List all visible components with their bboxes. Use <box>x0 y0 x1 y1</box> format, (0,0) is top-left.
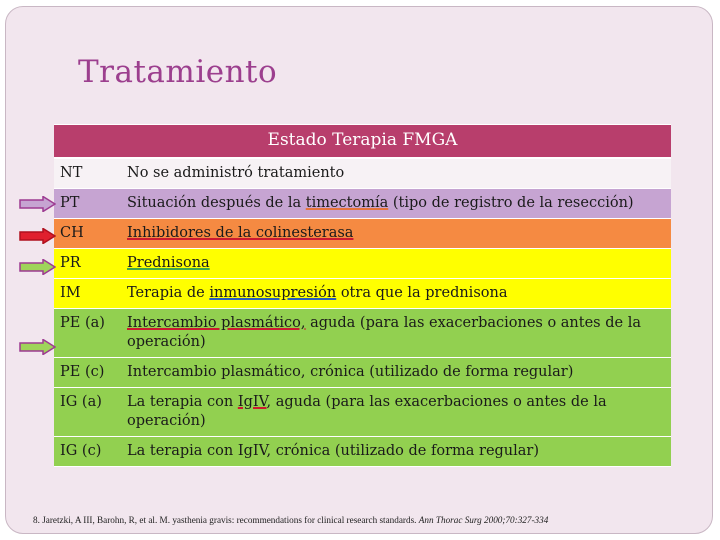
row-code: PE (c) <box>54 358 121 388</box>
table-row <box>54 309 671 358</box>
row-description <box>121 279 671 309</box>
reference-text: 8. Jaretzki, A III, Barohn, R, et al. M. yasthenia gravis: recommendations for clinical research standards. <box>33 515 419 525</box>
row-code: PT <box>54 189 121 219</box>
underlined-term: IgIV <box>237 394 267 410</box>
arrow-right-icon <box>19 339 56 355</box>
row-description: No se administró tratamiento <box>121 158 671 189</box>
arrow-right-icon <box>19 196 56 212</box>
table-row <box>54 358 671 388</box>
row-code: IG (a) <box>54 388 121 437</box>
row-description: La terapia con IgIV, crónica (utilizado de forma regular) <box>121 437 671 467</box>
underlined-term: Prednisona <box>127 255 210 271</box>
row-description <box>121 388 671 437</box>
desc-text: aguda (para las exacerbaciones o antes de la operación) <box>127 315 641 350</box>
row-code: IG (c) <box>54 437 121 467</box>
row-code: NT <box>54 158 121 189</box>
row-description <box>121 249 671 279</box>
table-header-row <box>54 125 671 159</box>
row-description <box>121 219 671 249</box>
desc-text: Terapia de <box>127 285 210 301</box>
arrow-right-icon <box>19 259 56 275</box>
row-code: IM <box>54 279 121 309</box>
reference-citation <box>33 515 693 525</box>
row-description: Intercambio plasmático, crónica (utilizado de forma regular) <box>121 358 671 388</box>
table-row <box>54 279 671 309</box>
table-row <box>54 388 671 437</box>
underlined-term: Inhibidores de la colinesterasa <box>127 225 354 241</box>
reference-journal: Ann Thorac Surg 2000;70:327-334 <box>418 515 549 525</box>
table-row <box>54 158 671 189</box>
underlined-term: timectomía <box>305 195 389 211</box>
arrow-right-icon <box>19 228 56 244</box>
table-row <box>54 249 671 279</box>
row-description <box>121 189 671 219</box>
underlined-term: inmunosupresión <box>209 285 337 301</box>
therapy-table <box>54 124 671 467</box>
desc-text: Situación después de la <box>127 195 306 211</box>
desc-text: La terapia con <box>127 394 238 410</box>
table-row <box>54 189 671 219</box>
row-code: PR <box>54 249 121 279</box>
table-header: Estado Terapia FMGA <box>54 125 671 159</box>
row-code: CH <box>54 219 121 249</box>
slide-title: Tratamiento <box>78 54 278 90</box>
underlined-term: Intercambio plasmático, <box>127 315 306 331</box>
row-description <box>121 309 671 358</box>
table-row <box>54 437 671 467</box>
desc-text: , aguda (para las exacerbaciones o antes de la operación) <box>127 394 607 429</box>
table-row <box>54 219 671 249</box>
desc-text: otra que la prednisona <box>336 285 508 301</box>
desc-text: (tipo de registro de la resección) <box>388 195 634 211</box>
row-code: PE (a) <box>54 309 121 358</box>
